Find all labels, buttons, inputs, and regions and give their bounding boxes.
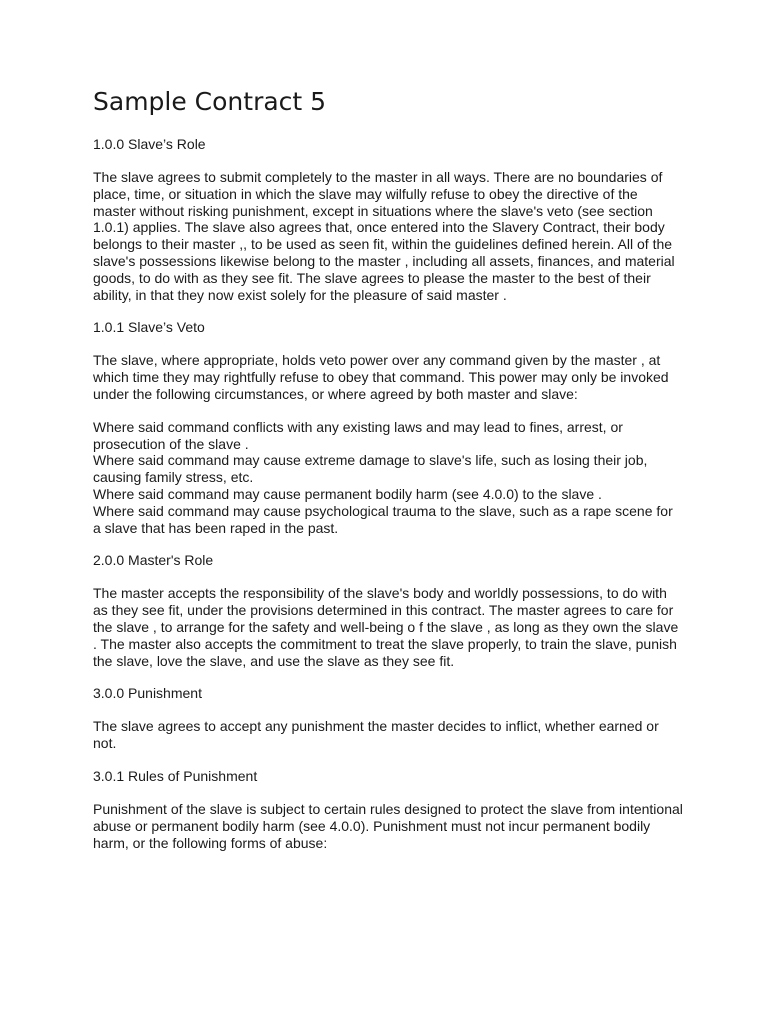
- section-heading-1-0-1: 1.0.1 Slave’s Veto: [93, 319, 205, 336]
- section-text-1-0-0: The slave agrees to submit completely to the master in all ways. There are no boundaries of place, time, or situation in which the slave may wilfully refuse to obey the directive of the master without risking punishment, except in situations where the slave's veto (see section 1.0.1) applies. The slave also agrees that, once entered into the Slavery Contract, their body belongs to their master ,, to be used as seen fit, within the guidelines defined herein. All of the slave's possessions likewise belong to the master , including all assets, finances, and material goods, to do with as they see fit. The slave agrees to please the master to the best of their ability, in that they now exist solely for the pleasure of said master .: [93, 169, 675, 303]
- veto-conditions-list: [93, 419, 683, 537]
- section-heading-1-0-0: 1.0.0 Slave’s Role: [93, 136, 206, 152]
- list-item: Where said command may cause psychological trauma to the slave, such as a rape scene for a slave that has been raped in the past.: [93, 502, 673, 536]
- list-item: Where said command may cause permanent bodily harm (see 4.0.0) to the slave .: [93, 485, 602, 502]
- document-title: Sample Contract 5: [93, 87, 327, 116]
- section-heading-3-0-0: 3.0.0 Punishment: [93, 685, 202, 702]
- section-text-1-0-1: The slave, where appropriate, holds veto power over any command given by the master , at which time they may rightfully refuse to obey that command. This power may only be invoked under the following circumstances, or where agreed by both master and slave:: [93, 352, 669, 402]
- list-item: Where said command conflicts with any existing laws and may lead to fines, arrest, or prosecution of the slave .: [93, 418, 623, 452]
- section-text-3-0-0: The slave agrees to accept any punishment the master decides to inflict, whether earned or not.: [93, 718, 659, 752]
- section-text-2-0-0: The master accepts the responsibility of the slave's body and worldly possessions, to do with as they see fit, under the provisions determined in this contract. The master agrees to care for the slave , to arrange for the safety and well-being o f the slave , as long as they own the slave . The master also accepts the commitment to treat the slave properly, to train the slave, punish the slave, love the slave, and use the slave as they see fit.: [93, 585, 679, 669]
- section-heading-2-0-0: 2.0.0 Master's Role: [93, 552, 214, 569]
- section-heading-3-0-1: 3.0.1 Rules of Punishment: [93, 767, 258, 784]
- section-text-3-0-1: Punishment of the slave is subject to certain rules designed to protect the slave from intentional abuse or permanent bodily harm (see 4.0.0). Punishment must not incur permanent bodily harm, or the following forms of abuse:: [93, 800, 683, 851]
- document-page: [93, 86, 683, 867]
- list-item: Where said command may cause extreme damage to slave's life, such as losing their job, causing family stress, etc.: [93, 452, 648, 486]
